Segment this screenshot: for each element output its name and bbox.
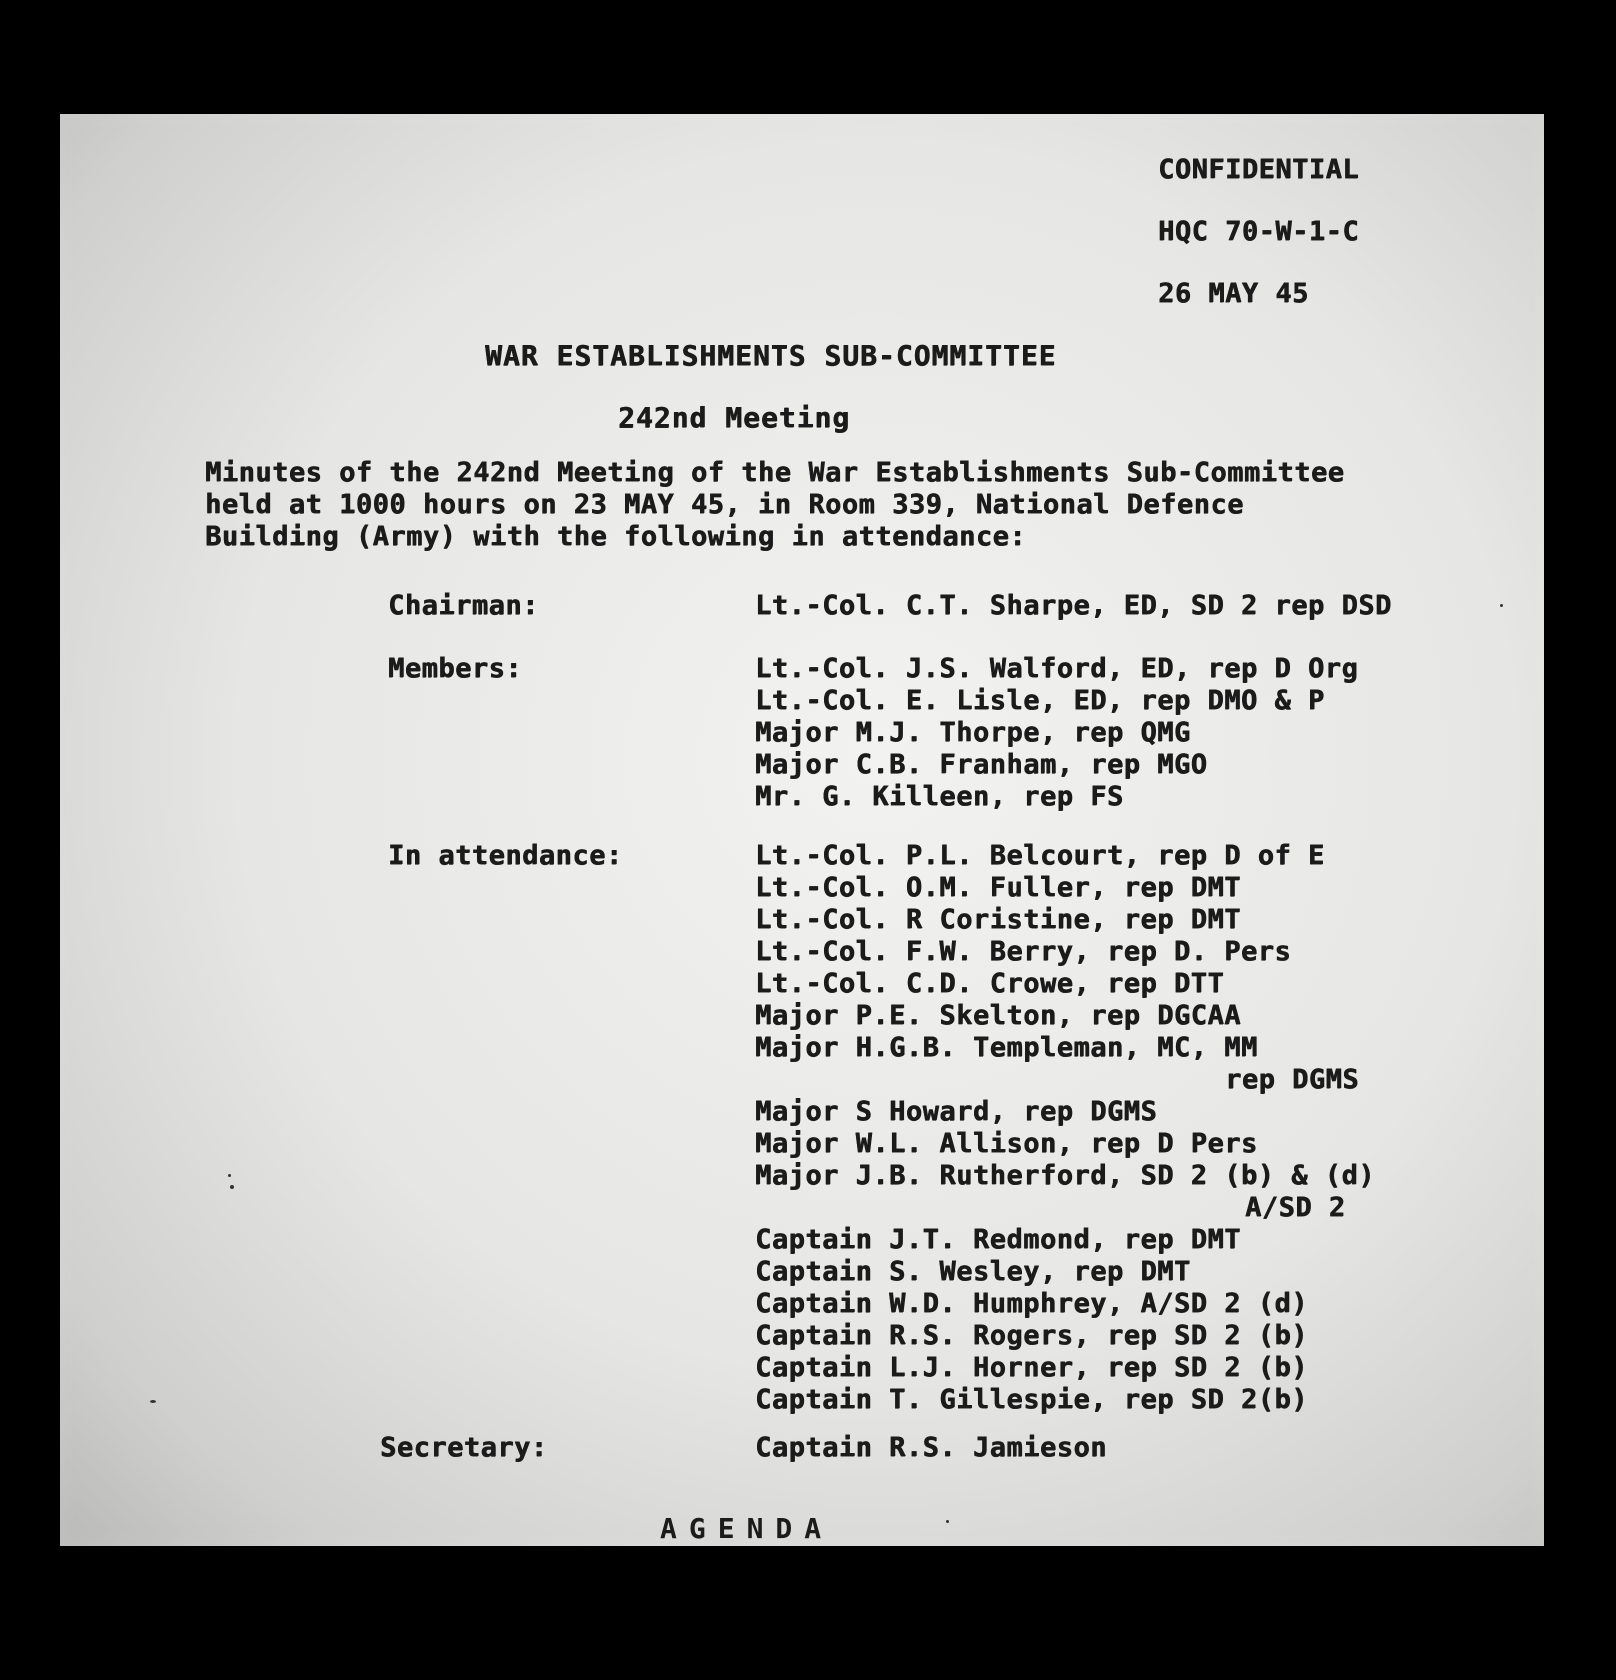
attendee-entry: Captain T. Gillespie, rep SD 2(b)	[755, 1384, 1308, 1415]
secretary-list	[755, 1432, 1107, 1464]
scan-speck	[946, 1520, 949, 1523]
attendee-entry: Captain L.J. Horner, rep SD 2 (b)	[755, 1352, 1308, 1383]
agenda-heading-text: AGENDA	[660, 1512, 834, 1545]
meeting-number: 242nd Meeting	[618, 401, 851, 434]
members-label: Members:	[388, 653, 523, 684]
intro-line: held at 1000 hours on 23 MAY 45, in Room 339, National Defence	[205, 489, 1244, 520]
intro-line: Minutes of the 242nd Meeting of the War Establishments Sub-Committee	[205, 457, 1345, 488]
attendance-label: In attendance:	[388, 840, 623, 871]
attendance-list	[755, 840, 1375, 1416]
attendee-entry-continuation: A/SD 2	[1245, 1192, 1346, 1223]
attendee-entry: Mr. G. Killeen, rep FS	[755, 781, 1124, 812]
attendee-entry: Major H.G.B. Templeman, MC, MM	[755, 1032, 1258, 1063]
attendee-entry: Lt.-Col. P.L. Belcourt, rep D of E	[755, 840, 1325, 871]
attendee-entry: Major J.B. Rutherford, SD 2 (b) & (d)	[755, 1160, 1375, 1191]
document-date: 26 MAY 45	[1158, 278, 1309, 309]
scan-speck	[230, 1185, 234, 1189]
attendee-entry: Lt.-Col. J.S. Walford, ED, rep D Org	[755, 653, 1359, 684]
agenda-heading-cutoff	[660, 1512, 870, 1545]
secretary-label: Secretary:	[380, 1432, 548, 1463]
attendee-entry: Major W.L. Allison, rep D Pers	[755, 1128, 1258, 1159]
members-list	[755, 653, 1358, 813]
attendee-entry: Captain R.S. Jamieson	[755, 1432, 1107, 1463]
intro-line: Building (Army) with the following in attendance:	[205, 521, 1027, 552]
scan-speck	[150, 1400, 156, 1403]
attendee-entry: Captain R.S. Rogers, rep SD 2 (b)	[755, 1320, 1308, 1351]
attendee-entry: Captain S. Wesley, rep DMT	[755, 1256, 1191, 1287]
scan-speck	[228, 1174, 231, 1177]
attendee-entry: Lt.-Col. C.D. Crowe, rep DTT	[755, 968, 1225, 999]
scan-speck	[1500, 604, 1503, 607]
attendee-entry-continuation: rep DGMS	[1225, 1064, 1360, 1095]
attendee-entry: Major P.E. Skelton, rep DGCAA	[755, 1000, 1241, 1031]
attendee-entry: Major C.B. Franham, rep MGO	[755, 749, 1208, 780]
classification-stamp: CONFIDENTIAL	[1158, 154, 1360, 185]
attendee-entry: Lt.-Col. R Coristine, rep DMT	[755, 904, 1241, 935]
document-title: WAR ESTABLISHMENTS SUB-COMMITTEE	[485, 339, 1057, 372]
attendee-entry: Major M.J. Thorpe, rep QMG	[755, 717, 1191, 748]
intro-paragraph	[205, 457, 1475, 553]
attendee-entry: Lt.-Col. E. Lisle, ED, rep DMO & P	[755, 685, 1325, 716]
attendee-entry: Captain W.D. Humphrey, A/SD 2 (d)	[755, 1288, 1308, 1319]
attendee-entry: Lt.-Col. F.W. Berry, rep D. Pers	[755, 936, 1292, 967]
file-reference: HQC 70-W-1-C	[1158, 216, 1360, 247]
attendee-entry: Lt.-Col. O.M. Fuller, rep DMT	[755, 872, 1241, 903]
attendee-entry: Major S Howard, rep DGMS	[755, 1096, 1158, 1127]
attendee-entry: Lt.-Col. C.T. Sharpe, ED, SD 2 rep DSD	[755, 590, 1392, 621]
attendee-entry: Captain J.T. Redmond, rep DMT	[755, 1224, 1241, 1255]
chairman-label: Chairman:	[388, 590, 539, 621]
chairman-list	[755, 590, 1392, 622]
